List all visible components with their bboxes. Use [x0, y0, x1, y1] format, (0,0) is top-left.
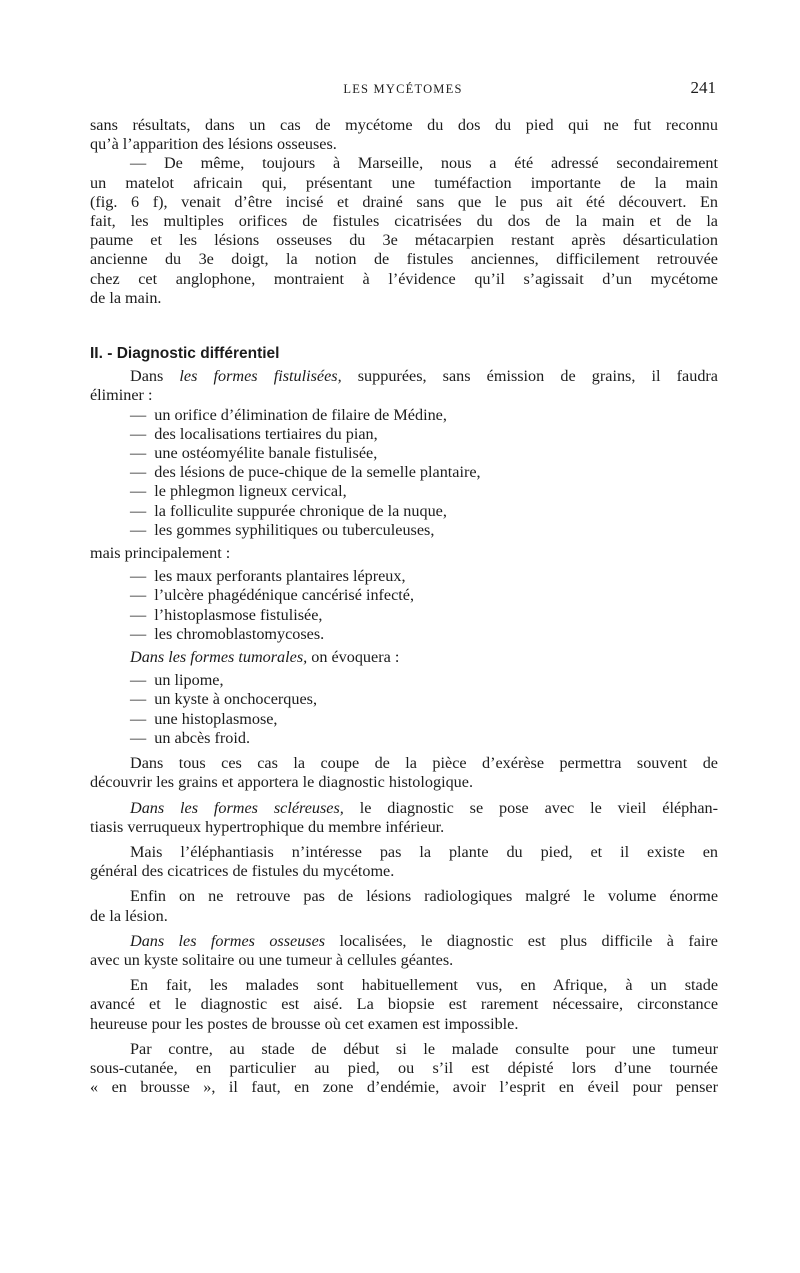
text-run: suppurées, sans émission de grains, il faudra: [341, 367, 718, 386]
text-line: sous-cutanée, en particulier au pied, ou s’il est dépisté lors d’une tournée: [90, 1058, 718, 1077]
text-line: ancienne du 3e doigt, la notion de fistules anciennes, difficilement retrouvée: [90, 250, 718, 269]
running-title: LES MYCÉTOMES: [343, 82, 463, 96]
text-line: mais principalement :: [90, 544, 231, 563]
text-run: on évoquera :: [307, 648, 400, 667]
text-line: un matelot africain qui, présentant une tuméfaction importante de la main: [90, 173, 718, 192]
dash-list: [90, 671, 718, 748]
list-item: — des localisations tertiaires du pian,: [130, 425, 718, 444]
text-line: fait, les multiples orifices de fistules cicatrisées du dos de la main et de la: [90, 212, 718, 231]
dash-list: [90, 567, 718, 644]
text-line: — De même, toujours à Marseille, nous a été adressé secondairement: [130, 154, 718, 173]
text-run: le diagnostic se pose avec le vieil éléphan-: [343, 798, 719, 817]
page-number: 241: [690, 78, 716, 97]
list-item: — une histoplasmose,: [130, 710, 718, 729]
text-line: (fig. 6 f), venait d’être incisé et drainé sans que le pus ait été découvert. En: [90, 192, 718, 211]
text-run: Dans: [130, 367, 180, 386]
text-line: Par contre, au stade de début si le malade consulte pour une tumeur: [130, 1039, 718, 1058]
text-line: sans résultats, dans un cas de mycétome du dos du pied qui ne fut reconnu: [90, 116, 718, 134]
list-item: — une ostéomyélite banale fistulisée,: [130, 444, 718, 463]
list-item: — l’histoplasmose fistulisée,: [130, 606, 718, 625]
italic-term: Dans les formes scléreuses,: [130, 798, 344, 817]
text-line: chez cet anglophone, montraient à l’évidence qu’il s’agissait d’un mycétome: [90, 269, 718, 288]
text-line: « en brousse », il faut, en zone d’endémie, avoir l’esprit en éveil pour penser: [90, 1078, 718, 1097]
text-line: Enfin on ne retrouve pas de lésions radiologiques malgré le volume énorme: [130, 887, 718, 906]
list-item: — l’ulcère phagédénique cancérisé infecté,: [130, 586, 718, 605]
text-line: découvrir les grains et apportera le diagnostic histologique.: [90, 773, 473, 792]
list-item: — un orifice d’élimination de filaire de Médine,: [130, 406, 718, 425]
text-line: En fait, les malades sont habituellement vus, en Afrique, à un stade: [130, 976, 718, 995]
text-line: [90, 932, 718, 951]
text-line: tiasis verruqueux hypertrophique du membre inférieur.: [90, 817, 445, 836]
text-line: [90, 799, 718, 818]
text-run: localisées, le diagnostic est plus difficile à faire: [325, 931, 718, 950]
text-line: Dans tous ces cas la coupe de la pièce d’exérèse permettra souvent de: [130, 754, 718, 773]
list-item: — les maux perforants plantaires lépreux,: [130, 567, 718, 586]
text-line: [90, 367, 718, 386]
italic-term: Dans les formes tumorales,: [130, 648, 308, 667]
list-item: — les gommes syphilitiques ou tuberculeuses,: [130, 521, 718, 540]
list-item: — le phlegmon ligneux cervical,: [130, 482, 718, 501]
text-line: qu’à l’apparition des lésions osseuses.: [90, 135, 337, 154]
running-header: [90, 78, 716, 98]
italic-term: les formes fistulisées,: [179, 367, 342, 386]
list-item: — un kyste à onchocerques,: [130, 690, 718, 709]
text-line: de la main.: [90, 288, 162, 307]
list-item: — la folliculite suppurée chronique de la nuque,: [130, 502, 718, 521]
list-item: — un abcès froid.: [130, 729, 718, 748]
text-line: général des cicatrices de fistules du mycétome.: [90, 862, 395, 881]
text-line: éliminer :: [90, 386, 153, 405]
list-item: — un lipome,: [130, 671, 718, 690]
text-line: Mais l’éléphantiasis n’intéresse pas la plante du pied, et il existe en: [130, 842, 718, 861]
text-line: heureuse pour les postes de brousse où cet examen est impossible.: [90, 1014, 519, 1033]
text-line: avancé et le diagnostic est aisé. La biopsie est rarement nécessaire, circonstance: [90, 995, 718, 1014]
italic-term: Dans les formes osseuses: [130, 931, 326, 950]
dash-list: [90, 406, 718, 540]
text-line: de la lésion.: [90, 906, 168, 925]
list-item: — des lésions de puce-chique de la semelle plantaire,: [130, 463, 718, 482]
section-heading: II. - Diagnostic différentiel: [90, 345, 280, 363]
list-item: — les chromoblastomycoses.: [130, 625, 718, 644]
text-line: [130, 648, 718, 667]
text-line: avec un kyste solitaire ou une tumeur à cellules géantes.: [90, 950, 454, 969]
body-text: [90, 116, 718, 1097]
text-line: paume et les lésions osseuses du 3e métacarpien restant après désarticulation: [90, 231, 718, 250]
